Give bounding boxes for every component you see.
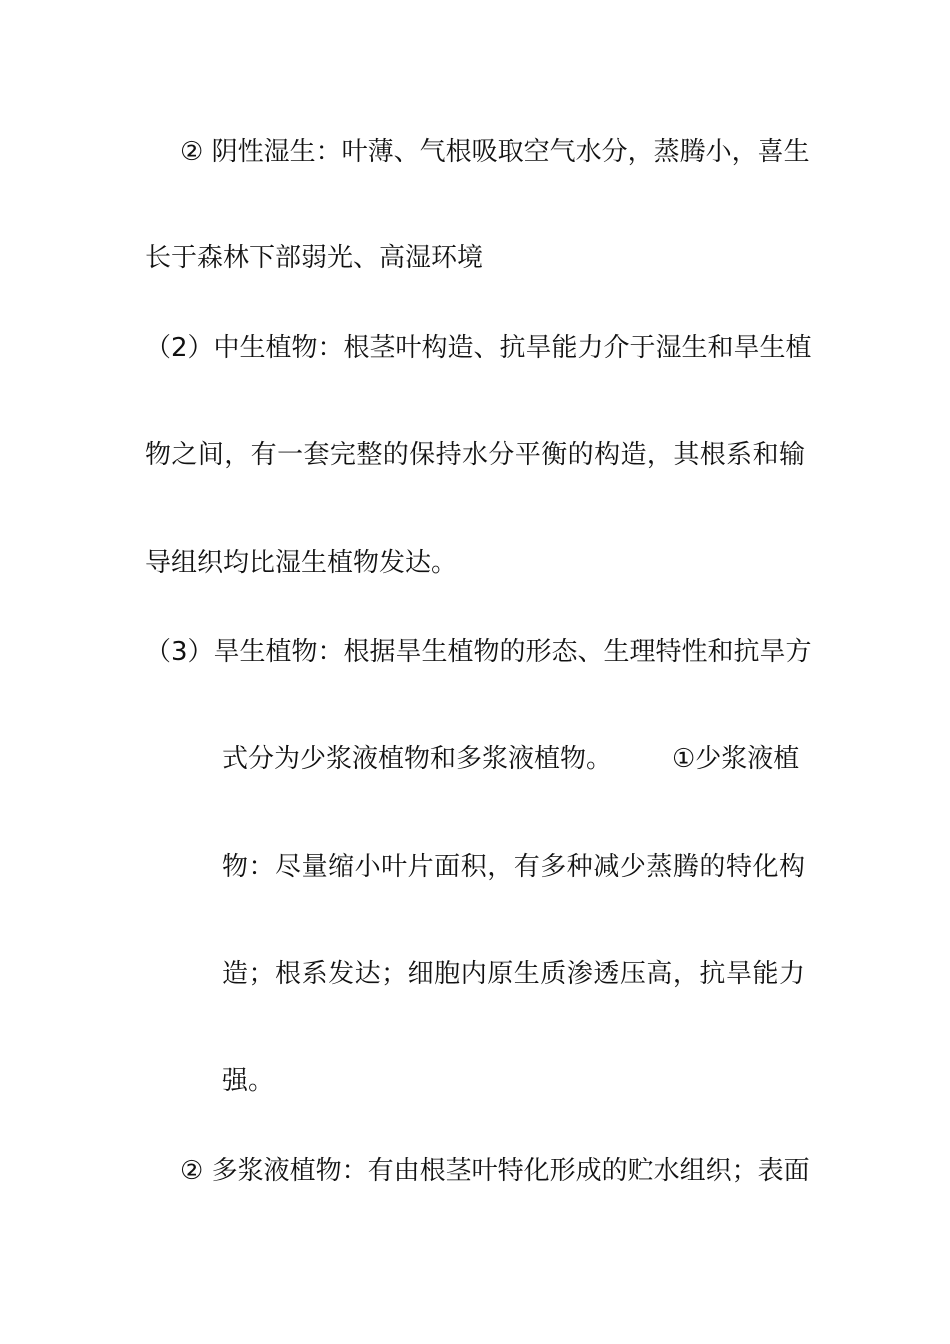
text-line: 物之间，有一套完整的保持水分平衡的构造，其根系和输: [145, 440, 805, 470]
text-line: 物：尽量缩小叶片面积，有多种减少蒸腾的特化构: [222, 852, 805, 882]
text-line: （3）旱生植物：根据旱生植物的形态、生理特性和抗旱方: [145, 637, 812, 667]
text-line: 长于森林下部弱光、高湿环境: [145, 243, 484, 273]
text-line: ② 阴性湿生：叶薄、气根吸取空气水分，蒸腾小，喜生: [180, 137, 810, 167]
text-line: ①少浆液植: [672, 744, 800, 774]
text-line: 导组织均比湿生植物发达。: [145, 548, 458, 578]
text-line: 式分为少浆液植物和多浆液植物。: [222, 744, 613, 774]
text-line: （2）中生植物：根茎叶构造、抗旱能力介于湿生和旱生植: [145, 333, 812, 363]
text-line: 造；根系发达；细胞内原生质渗透压高，抗旱能力: [222, 959, 805, 989]
text-line: ② 多浆液植物：有由根茎叶特化形成的贮水组织；表面: [180, 1156, 810, 1186]
text-line: 强。: [222, 1066, 275, 1096]
